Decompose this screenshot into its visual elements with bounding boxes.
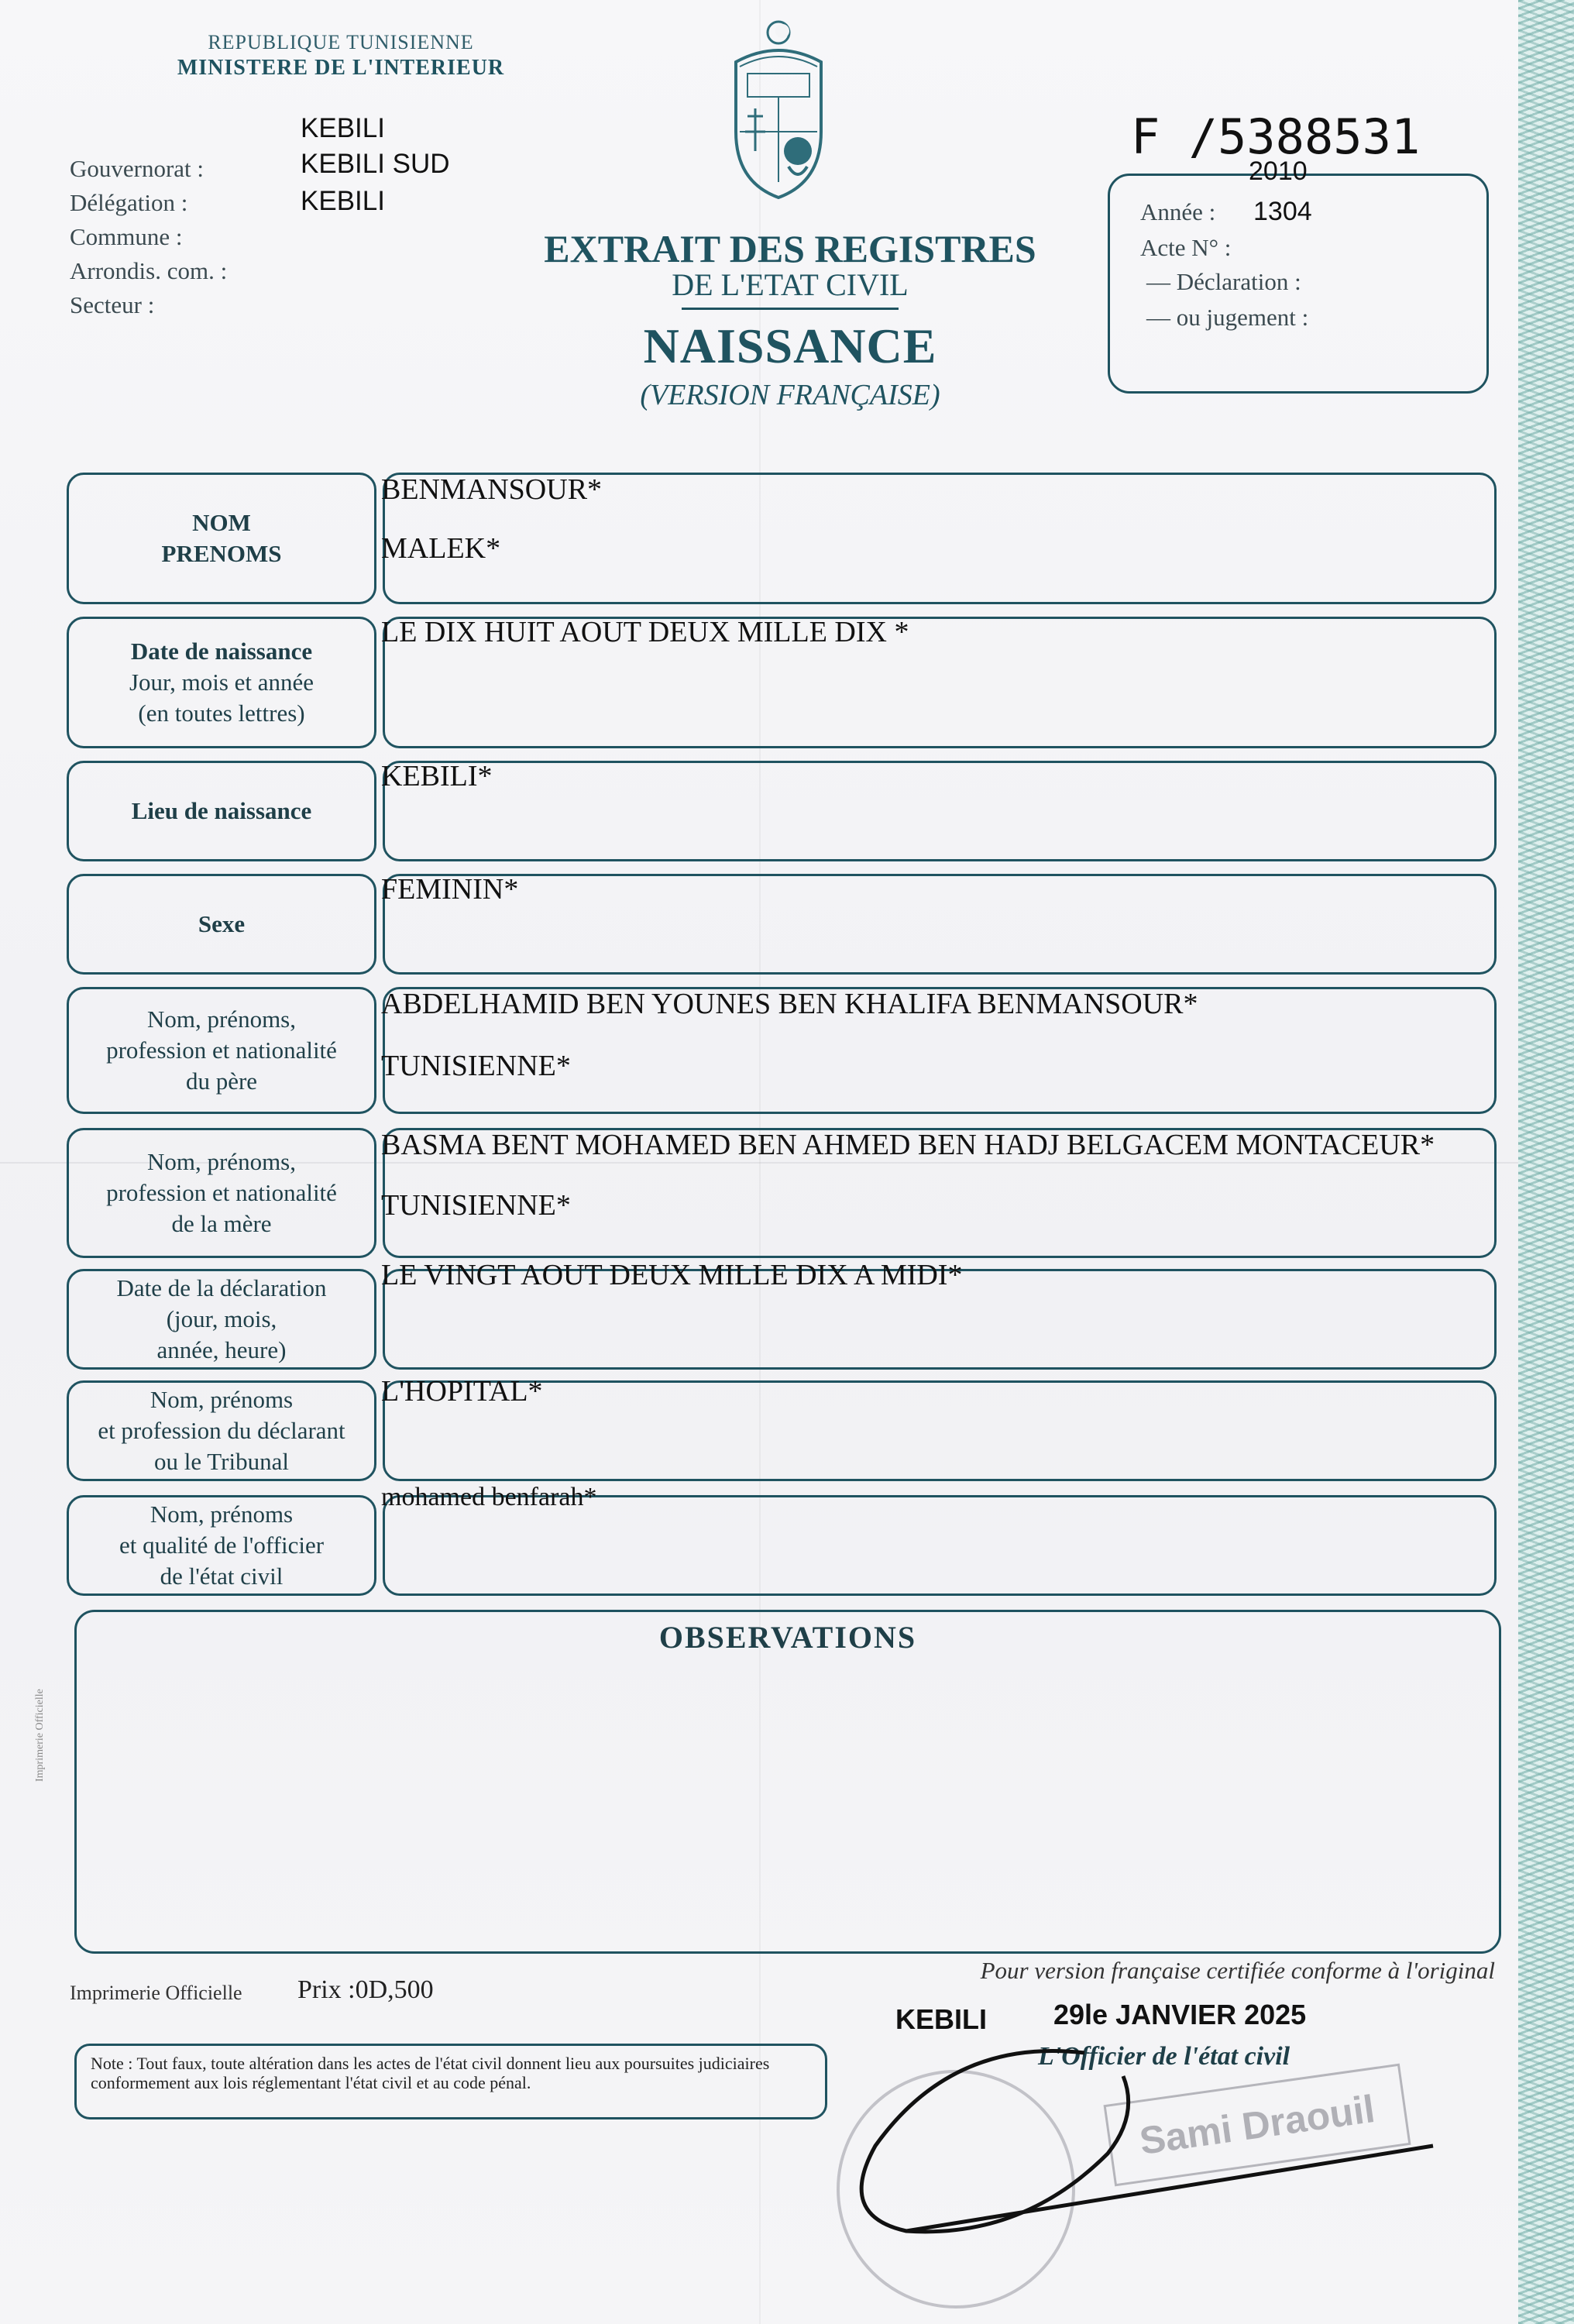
issue-date: 29le JANVIER 2025 xyxy=(1053,1999,1307,2030)
date-declaration-label-line3: année, heure) xyxy=(156,1336,287,1364)
decorative-border xyxy=(1518,0,1574,2324)
mere-nationalite-value: TUNISIENNE* xyxy=(381,1189,571,1222)
row-sexe xyxy=(67,874,1497,975)
delegation-value: KEBILI SUD xyxy=(301,149,450,179)
row-officier xyxy=(67,1483,1497,1596)
side-printer-mark: Imprimerie Officielle xyxy=(34,1689,46,1782)
officier-label-line3: de l'état civil xyxy=(160,1563,284,1590)
declaration-label: — Déclaration : xyxy=(1146,268,1301,295)
nom-value: BENMANSOUR* xyxy=(381,473,603,506)
mere-label xyxy=(67,1128,376,1258)
row-declarant xyxy=(67,1375,1497,1481)
commune-value: KEBILI xyxy=(301,186,385,216)
row-pere xyxy=(67,987,1497,1114)
date-naissance-label-title: Date de naissance xyxy=(130,637,313,665)
observations-box xyxy=(74,1610,1501,1954)
lieu-naissance-field xyxy=(383,761,1497,861)
declarant-label-line1: Nom, prénoms xyxy=(149,1385,294,1413)
observations-title: OBSERVATIONS xyxy=(658,1620,917,1655)
certification-text: Pour version française certifiée conforme à l'original xyxy=(980,1957,1495,1984)
signature-icon xyxy=(829,2022,1464,2278)
mere-label-line3: de la mère xyxy=(171,1210,272,1238)
lieu-naissance-label: Lieu de naissance xyxy=(67,761,376,861)
officier-signature-label: L'Officier de l'état civil xyxy=(1038,2042,1290,2071)
date-naissance-label-sub1: Jour, mois et année xyxy=(129,668,314,696)
row-date-naissance xyxy=(67,617,1497,748)
officer-name-stamp: Sami Draouil xyxy=(1104,2064,1411,2187)
annee-label: Année : xyxy=(1140,198,1216,225)
row-lieu-naissance xyxy=(67,761,1497,861)
date-naissance-label-sub2: (en toutes lettres) xyxy=(138,700,305,727)
pere-label-line1: Nom, prénoms, xyxy=(146,1005,296,1033)
nom-label: NOM xyxy=(192,508,251,536)
issue-place: KEBILI xyxy=(895,2003,988,2035)
document-title-line2: DE L'ETAT CIVIL xyxy=(672,267,909,302)
acte-number-value: 1304 xyxy=(1253,197,1312,226)
prix-text: Prix :0D,500 xyxy=(297,1975,434,2004)
mere-label-line1: Nom, prénoms, xyxy=(146,1147,296,1175)
title-separator xyxy=(682,308,899,310)
officier-label-line1: Nom, prénoms xyxy=(149,1500,294,1528)
mere-nom-value: BASMA BENT MOHAMED BEN AHMED BEN HADJ BELGACEM MONTACEUR* xyxy=(381,1129,1435,1161)
annee-value: 2010 xyxy=(1249,156,1308,186)
date-naissance-label xyxy=(67,617,376,748)
serial-number: F /5388531 xyxy=(1131,108,1421,165)
pere-label-line2: profession et nationalité xyxy=(106,1036,337,1064)
declarant-label-line2: et profession du déclarant xyxy=(98,1416,345,1444)
ministere-text: MINISTERE DE L'INTERIEUR xyxy=(177,56,505,80)
officier-label-line2: et qualité de l'officier xyxy=(119,1531,325,1559)
row-date-declaration xyxy=(67,1259,1497,1370)
row-nom-prenoms xyxy=(67,473,1497,604)
arrondissement-label: Arrondis. com. : xyxy=(70,257,228,284)
declarant-field xyxy=(383,1380,1497,1481)
republique-text: REPUBLIQUE TUNISIENNE xyxy=(208,31,474,53)
pere-nationalite-value: TUNISIENNE* xyxy=(381,1050,571,1082)
document-title-naissance: NAISSANCE xyxy=(643,318,937,373)
sexe-label: Sexe xyxy=(67,874,376,975)
gouvernorat-label: Gouvernorat : xyxy=(70,155,204,182)
delegation-label: Délégation : xyxy=(70,189,188,216)
legal-note: Note : Tout faux, toute altération dans les actes de l'état civil donnent lieu aux poursuites judiciaires conformement aux lois réglementant l'état civil et au code pénal. xyxy=(74,2044,827,2119)
officier-value: mohamed benfarah* xyxy=(381,1483,597,1511)
row-mere xyxy=(67,1128,1497,1258)
document-title-version: (VERSION FRANÇAISE) xyxy=(640,379,940,411)
date-declaration-label-line2: (jour, mois, xyxy=(166,1305,277,1332)
acte-number-label: Acte N° : xyxy=(1140,234,1232,261)
pere-label xyxy=(67,987,376,1114)
declarant-value: L'HOPITAL* xyxy=(381,1375,543,1408)
date-declaration-label xyxy=(67,1269,376,1370)
prenoms-label: PRENOMS xyxy=(161,540,282,567)
sexe-field xyxy=(383,874,1497,975)
date-naissance-value: LE DIX HUIT AOUT DEUX MILLE DIX * xyxy=(381,616,909,648)
sexe-value: FEMININ* xyxy=(381,873,519,906)
date-declaration-label-line1: Date de la déclaration xyxy=(116,1274,327,1301)
lieu-naissance-value: KEBILI* xyxy=(381,760,493,792)
nom-prenoms-label xyxy=(67,473,376,604)
pere-nom-value: ABDELHAMID BEN YOUNES BEN KHALIFA BENMANSOUR* xyxy=(381,988,1198,1020)
mere-label-line2: profession et nationalité xyxy=(106,1178,337,1206)
secteur-label: Secteur : xyxy=(70,291,155,318)
prenoms-value: MALEK* xyxy=(381,532,501,565)
date-declaration-value: LE VINGT AOUT DEUX MILLE DIX A MIDI* xyxy=(381,1259,963,1291)
tunisia-coat-of-arms-icon xyxy=(720,15,837,209)
declarant-label xyxy=(67,1380,376,1481)
imprimerie-text: Imprimerie Officielle xyxy=(70,1982,242,2004)
document-title-line1: EXTRAIT DES REGISTRES xyxy=(544,227,1036,270)
pere-label-line3: du père xyxy=(185,1067,258,1095)
declarant-label-line3: ou le Tribunal xyxy=(154,1448,289,1476)
officier-label xyxy=(67,1495,376,1596)
gouvernorat-value: KEBILI xyxy=(301,113,385,143)
jugement-label: — ou jugement : xyxy=(1146,304,1309,331)
commune-label: Commune : xyxy=(70,223,183,250)
